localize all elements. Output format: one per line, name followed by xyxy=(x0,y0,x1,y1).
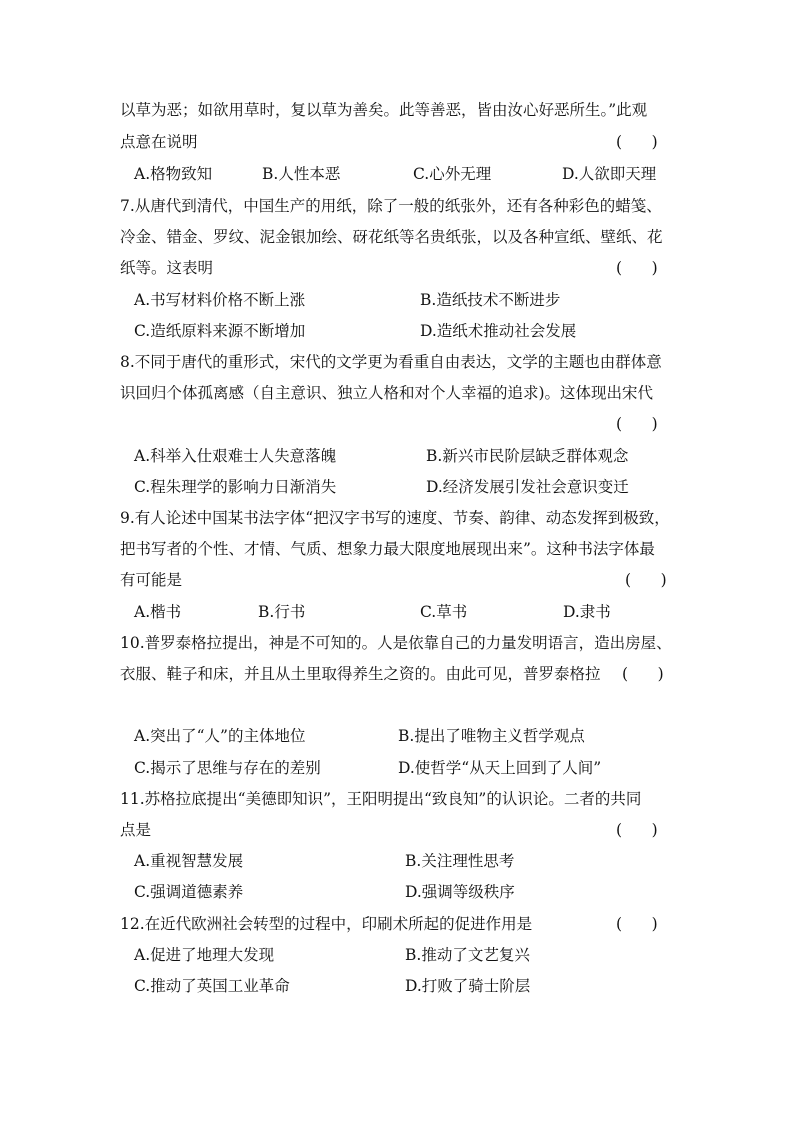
answer-bracket: ( ) xyxy=(622,665,664,683)
question-12-line: 12.在近代欧洲社会转型的过程中，印刷术所起的促进作用是 xyxy=(120,915,533,933)
option-c: C.草书 xyxy=(420,603,468,621)
option-a: A.突出了“人”的主体地位 xyxy=(134,727,306,745)
answer-bracket: ( ) xyxy=(616,259,658,277)
option-c: C.揭示了思维与存在的差别 xyxy=(134,759,321,777)
question-7-line: 7.从唐代到清代，中国生产的用纸，除了一般的纸张外，还有各种彩色的蜡笺、 xyxy=(120,197,662,215)
option-d: D.人欲即天理 xyxy=(562,165,657,183)
question-text-line: 点意在说明 xyxy=(120,133,198,151)
question-11-line: 点是 xyxy=(120,821,152,839)
option-b: B.关注理性思考 xyxy=(405,852,515,870)
question-10-line: 衣服、鞋子和床，并且从土里取得养生之资的。由此可见，普罗泰格拉 xyxy=(120,665,601,683)
question-9-line: 有可能是 xyxy=(120,571,183,589)
option-d: D.使哲学“从天上回到了人间” xyxy=(398,759,602,777)
option-c: C.造纸原料来源不断增加 xyxy=(134,322,306,340)
option-d: D.打败了骑士阶层 xyxy=(405,977,531,995)
question-8-line: 识回归个体孤离感（自主意识、独立人格和对个人幸福的追求)。这体现出宋代 xyxy=(120,384,654,402)
answer-bracket: ( ) xyxy=(616,415,658,433)
option-d: D.隶书 xyxy=(563,603,611,621)
question-9-line: 9.有人论述中国某书法字体“把汉字书写的速度、节奏、韵律、动态发挥到极致， xyxy=(120,509,670,527)
option-d: D.经济发展引发社会意识变迁 xyxy=(426,478,629,496)
option-a: A.促进了地理大发现 xyxy=(134,946,275,964)
question-9-line: 把书写者的个性、才情、气质、想象力最大限度地展现出来”。这种书法字体最 xyxy=(120,540,655,558)
option-b: B.推动了文艺复兴 xyxy=(405,946,530,964)
answer-bracket: ( ) xyxy=(616,915,658,933)
option-c: C.推动了英国工业革命 xyxy=(134,977,290,995)
question-10-line: 10.普罗泰格拉提出，神是不可知的。人是依靠自己的力量发明语言，造出房屋、 xyxy=(120,634,672,652)
option-d: D.强调等级秩序 xyxy=(405,883,515,901)
option-b: B.行书 xyxy=(258,603,306,621)
option-a: A.科举入仕艰难士人失意落魄 xyxy=(134,447,337,465)
option-c: C.程朱理学的影响力日渐消失 xyxy=(134,478,337,496)
question-8-line: 8.不同于唐代的重形式，宋代的文学更为看重自由表达，文学的主题也由群体意 xyxy=(120,353,662,371)
question-7-line: 冷金、错金、罗纹、泥金银加绘、砑花纸等名贵纸张，以及各种宣纸、壁纸、花 xyxy=(120,228,663,246)
option-b: B.人性本恶 xyxy=(262,165,341,183)
option-a: A.格物致知 xyxy=(134,165,213,183)
option-c: C.心外无理 xyxy=(413,165,492,183)
question-text-line: 以草为恶；如欲用草时，复以草为善矣。此等善恶，皆由汝心好恶所生。”此观 xyxy=(120,101,648,119)
answer-bracket: ( ) xyxy=(616,133,658,151)
answer-bracket: ( ) xyxy=(616,821,658,839)
option-c: C.强调道德素养 xyxy=(134,883,244,901)
option-a: A.楷书 xyxy=(134,603,182,621)
option-a: A.书写材料价格不断上涨 xyxy=(134,291,306,309)
question-7-line: 纸等。这表明 xyxy=(120,259,214,277)
answer-bracket: ( ) xyxy=(625,571,667,589)
question-11-line: 11.苏格拉底提出“美德即知识”，王阳明提出“致良知”的认识论。二者的共同 xyxy=(120,790,642,808)
option-d: D.造纸术推动社会发展 xyxy=(420,322,577,340)
option-b: B.造纸技术不断进步 xyxy=(420,291,561,309)
option-b: B.提出了唯物主义哲学观点 xyxy=(398,727,585,745)
option-b: B.新兴市民阶层缺乏群体观念 xyxy=(426,447,629,465)
option-a: A.重视智慧发展 xyxy=(134,852,244,870)
